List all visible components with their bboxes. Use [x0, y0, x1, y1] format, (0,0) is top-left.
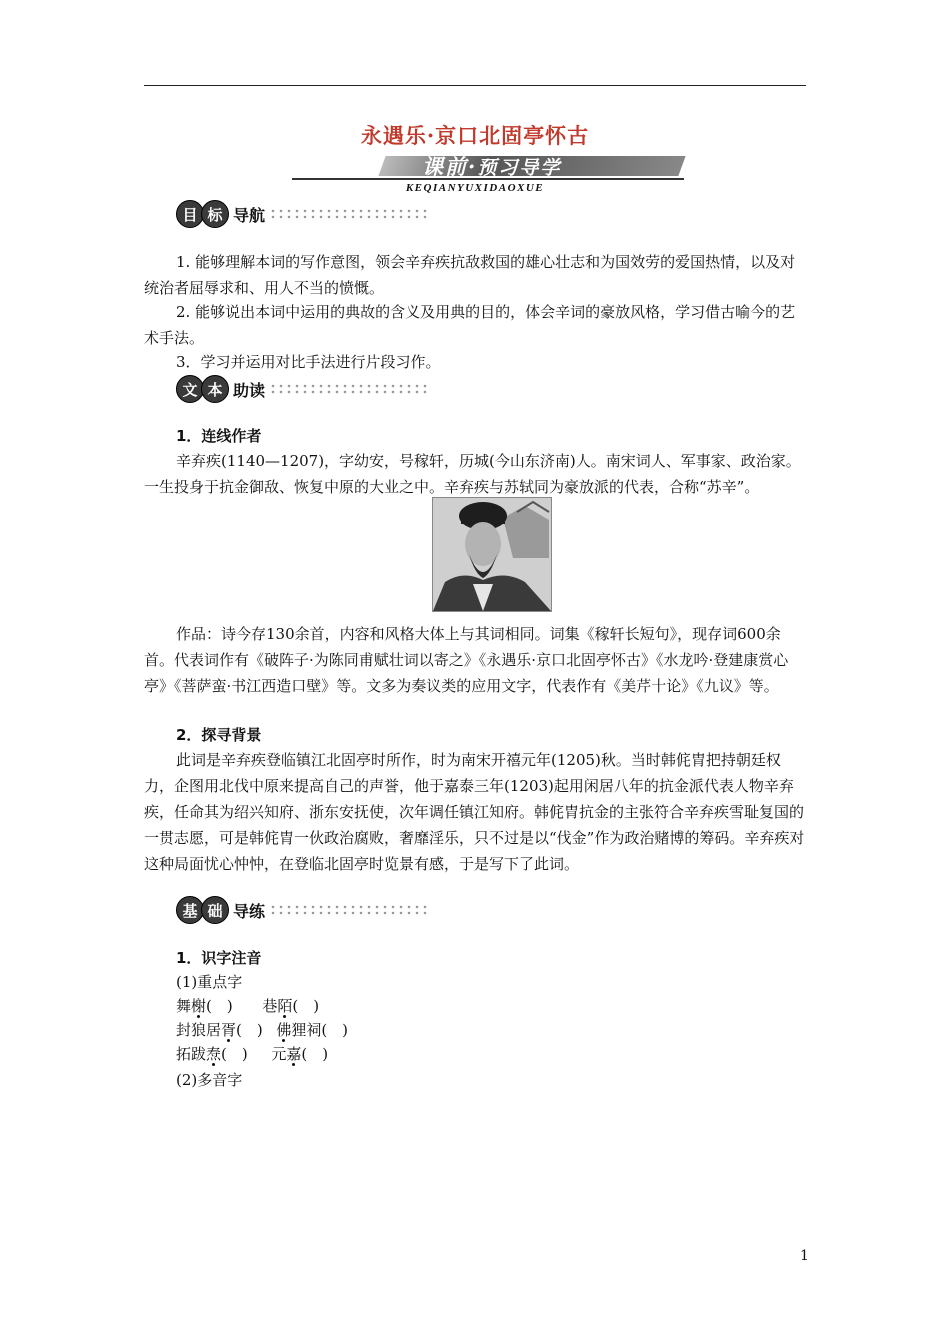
- key-char: 榭: [191, 997, 207, 1015]
- heading-circle: 目: [176, 200, 204, 228]
- heading-circle: 本: [201, 375, 229, 403]
- key-char: 嘉: [286, 1045, 302, 1063]
- heading-circle: 标: [201, 200, 229, 228]
- heading-circle: 文: [176, 375, 204, 403]
- word-prefix: 舞: [176, 997, 192, 1015]
- reading-heading-author: 1．连线作者: [176, 427, 262, 445]
- key-char: 佛: [276, 1021, 292, 1039]
- key-char: 陌: [277, 997, 293, 1015]
- section-banner: [382, 152, 684, 180]
- goal-item-1: 1. 能够理解本词的写作意图，领会辛弃疾抗敌救国的雄心壮志和为国效劳的爱国热情，以及对统治者屈辱求和、用人不当的愤慨。: [144, 253, 796, 297]
- goal-item-3: 3．学习并运用对比手法进行片段习作。: [176, 353, 441, 371]
- word-prefix: 拓跋: [176, 1045, 207, 1063]
- word-prefix: 封狼居: [176, 1021, 222, 1039]
- word-prefix: 元: [271, 1045, 287, 1063]
- goal-item-2: 2. 能够说出本词中运用的典故的含义及用典的目的，体会辛词的豪放风格，学习借古喻今的艺术手法。: [144, 303, 796, 347]
- heading-text: 导练: [233, 901, 266, 921]
- pronunciation-row-1: [176, 994, 319, 1018]
- answer-blank: 狸祠( ): [291, 1021, 349, 1039]
- author-portrait: [432, 497, 552, 612]
- heading-dots: [269, 208, 429, 220]
- background-text: 此词是辛弃疾登临镇江北固亭时所作，时为南宋开禧元年(1205)秋。当时韩侂胄把持朝廷权力，企图用北伐中原来提高自己的声誉，他于嘉泰三年(1203)起用闲居八年的抗金派代表人物辛弃疾，任命其为绍兴知府、浙东安抚使，次年调任镇江知府。韩侂胄抗金的主张符合辛弃疾雪耻复国的一贯志愿，可是韩侂胄一伙政治腐败，奢靡淫乐，只不过是以“伐金”作为政治赌博的筹码。辛弃疾对这种局面忧心忡忡，在登临北固亭时览景有感，于是写下了此词。: [144, 751, 805, 873]
- header-rule: [144, 85, 806, 86]
- answer-blank: ( ): [301, 1045, 329, 1063]
- heading-text: 导航: [233, 205, 266, 225]
- reading-heading-background: 2．探寻背景: [176, 726, 262, 744]
- banner-dot: ·: [468, 154, 478, 179]
- banner-pinyin: KEQIANYUXIDAOXUE: [405, 182, 545, 194]
- banner-label: [422, 151, 561, 181]
- answer-blank: ( ): [221, 1045, 248, 1063]
- heading-dots: [269, 904, 429, 916]
- heading-circle: 础: [201, 896, 229, 924]
- answer-blank: ( ): [292, 997, 320, 1015]
- page-title: 永遇乐·京口北固亭怀古: [360, 123, 590, 148]
- word-item: [271, 1045, 328, 1063]
- heading-text: 助读: [233, 380, 266, 400]
- word-item: [262, 997, 319, 1015]
- banner-main: 课前: [422, 154, 468, 179]
- word-item: [176, 1045, 248, 1063]
- page-number: 1: [800, 1248, 809, 1264]
- banner-sub: 预习导学: [477, 157, 562, 179]
- practice-heading-pronunciation: 1．识字注音: [176, 949, 262, 967]
- section-goals-heading: [176, 200, 429, 228]
- author-works: 作品：诗今存130余首，内容和风格大体上与其词相同。词集《稼轩长短句》，现存词600余首。代表词作有《破阵子·为陈同甫赋壮词以寄之》《永遇乐·京口北固亭怀古》《水龙吟·登建康赏心亭》《菩萨蛮·书江西造口壁》等。文多为奏议类的应用文字，代表作有《美芹十论》《九议》等。: [144, 625, 789, 695]
- portrait-image: [433, 498, 551, 611]
- word-item: [176, 997, 233, 1015]
- section-reading-heading: [176, 375, 429, 403]
- word-item: [176, 1021, 263, 1039]
- pronunciation-row-2: [176, 1018, 348, 1042]
- key-char: 胥: [221, 1021, 237, 1039]
- heading-dots: [269, 383, 429, 395]
- pronunciation-row-3: [176, 1042, 328, 1066]
- word-prefix: 巷: [262, 997, 278, 1015]
- heading-circle: 基: [176, 896, 204, 924]
- answer-blank: ( ): [206, 997, 233, 1015]
- practice-sub-polyphones: (2)多音字: [176, 1071, 243, 1089]
- practice-sub-key-chars: (1)重点字: [176, 973, 243, 991]
- section-practice-heading: [176, 896, 429, 924]
- word-item: [276, 1021, 348, 1039]
- key-char: 焘: [206, 1045, 222, 1063]
- author-bio: 辛弃疾(1140—1207)，字幼安，号稼轩，历城(今山东济南)人。南宋词人、军事家、政治家。一生投身于抗金御敌、恢复中原的大业之中。辛弃疾与苏轼同为豪放派的代表，合称“苏辛”。: [144, 452, 801, 496]
- answer-blank: ( ): [236, 1021, 263, 1039]
